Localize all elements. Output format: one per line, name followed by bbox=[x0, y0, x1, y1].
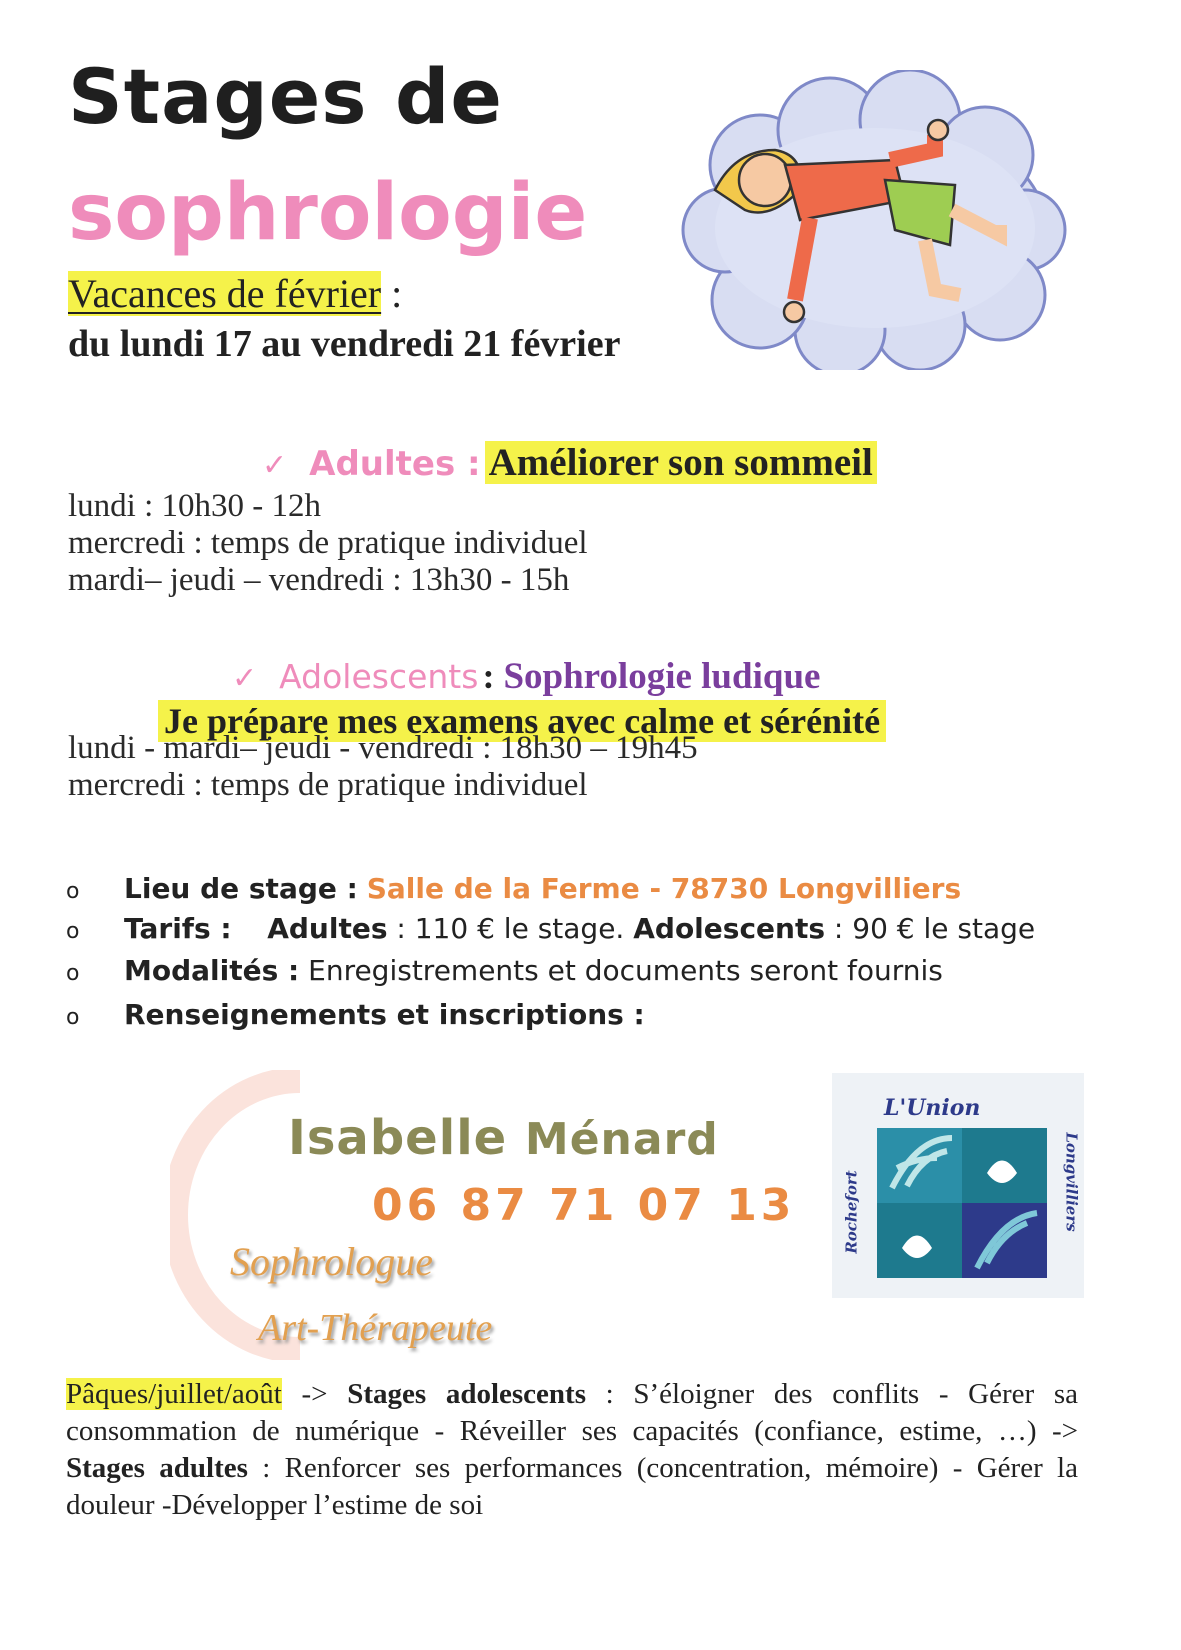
bullet-icon: o bbox=[66, 879, 80, 904]
bullet-icon: o bbox=[66, 919, 80, 944]
info-location bbox=[66, 872, 961, 905]
cloud-child-illustration bbox=[680, 70, 1070, 370]
schedule-line: mercredi : temps de pratique individuel bbox=[68, 767, 588, 803]
contact-name bbox=[288, 1110, 719, 1166]
schedule-line: lundi : 10h30 - 12h bbox=[68, 488, 321, 524]
location-value: Salle de la Ferme - 78730 Longvilliers bbox=[366, 872, 962, 905]
contact-label: Renseignements et inscriptions : bbox=[124, 998, 645, 1031]
footer-teens-label: Stages adolescents bbox=[347, 1378, 586, 1410]
teens-schedule bbox=[68, 730, 698, 804]
check-icon: ✓ bbox=[232, 661, 258, 696]
adults-heading bbox=[262, 440, 877, 485]
footer-adults-text: : Renforcer ses performances (concentration, mémoire) - Gérer la douleur -Développer l’estime de soi bbox=[66, 1452, 1078, 1521]
modalites-label: Modalités : bbox=[124, 954, 300, 987]
modalites-value: Enregistrements et documents seront fournis bbox=[308, 954, 943, 987]
footer-paragraph bbox=[66, 1376, 1078, 1524]
title-line1: Stages de bbox=[68, 52, 503, 141]
contact-last-name: Ménard bbox=[524, 1114, 719, 1165]
footer-teens-text: : S’éloigner des conflits - Gérer sa consommation de numérique - Réveiller ses capacités (confiance, estime, …) -> bbox=[66, 1378, 1078, 1447]
contact-phone: 06 87 71 07 13 bbox=[372, 1180, 796, 1231]
bullet-icon: o bbox=[66, 1005, 80, 1030]
adults-goal: Améliorer son sommeil bbox=[485, 441, 877, 484]
teens-subtitle: Je prépare mes examens avec calme et sérénité bbox=[158, 700, 886, 742]
footer-season: Pâques/juillet/août bbox=[66, 1378, 282, 1410]
teens-heading bbox=[232, 655, 820, 698]
tarifs-teens-label: Adolescents bbox=[633, 912, 826, 945]
info-tarifs bbox=[66, 912, 1035, 945]
contact-first-name: Isabelle bbox=[288, 1110, 508, 1166]
contact-title-sophrologue: Sophrologue bbox=[230, 1239, 433, 1284]
vacation-colon: : bbox=[381, 271, 403, 316]
logo-left-text: Rochefort bbox=[842, 1170, 861, 1254]
footer-adults-label: Stages adultes bbox=[66, 1452, 248, 1484]
title-line2: sophrologie bbox=[68, 168, 588, 258]
tarifs-teens-value: : 90 € le stage bbox=[825, 912, 1036, 945]
check-icon: ✓ bbox=[262, 448, 288, 483]
teens-goal: Sophrologie ludique bbox=[503, 656, 821, 697]
schedule-line: mercredi : temps de pratique individuel bbox=[68, 525, 588, 561]
logo-emblem bbox=[877, 1128, 1047, 1278]
tarifs-adults-label: Adultes bbox=[267, 912, 388, 945]
tarifs-adults-value: : 110 € le stage. bbox=[387, 912, 625, 945]
schedule-line: mardi– jeudi – vendredi : 13h30 - 15h bbox=[68, 562, 570, 598]
location-label: Lieu de stage : bbox=[124, 872, 358, 905]
vacation-heading bbox=[68, 270, 402, 317]
stage-dates: du lundi 17 au vendredi 21 février bbox=[68, 323, 621, 365]
teens-colon: : bbox=[482, 656, 504, 696]
footer-arrow: -> bbox=[281, 1378, 348, 1410]
contact-title-art-therapeute: Art-Thérapeute bbox=[258, 1307, 493, 1349]
bullet-icon: o bbox=[66, 961, 80, 986]
adults-schedule bbox=[68, 488, 588, 599]
schedule-line: lundi - mardi– jeudi - vendredi : 18h30 – 19h45 bbox=[68, 730, 698, 766]
info-contact bbox=[66, 998, 645, 1031]
union-logo bbox=[832, 1073, 1084, 1298]
tarifs-label: Tarifs : bbox=[124, 912, 232, 945]
adults-label: Adultes : bbox=[309, 444, 481, 484]
vacation-label: Vacances de février bbox=[68, 271, 382, 316]
logo-right-text: Longvilliers bbox=[1062, 1132, 1081, 1232]
logo-top-text: L'Union bbox=[884, 1095, 981, 1121]
teens-label: Adolescents bbox=[279, 657, 479, 696]
info-modalites bbox=[66, 954, 943, 987]
